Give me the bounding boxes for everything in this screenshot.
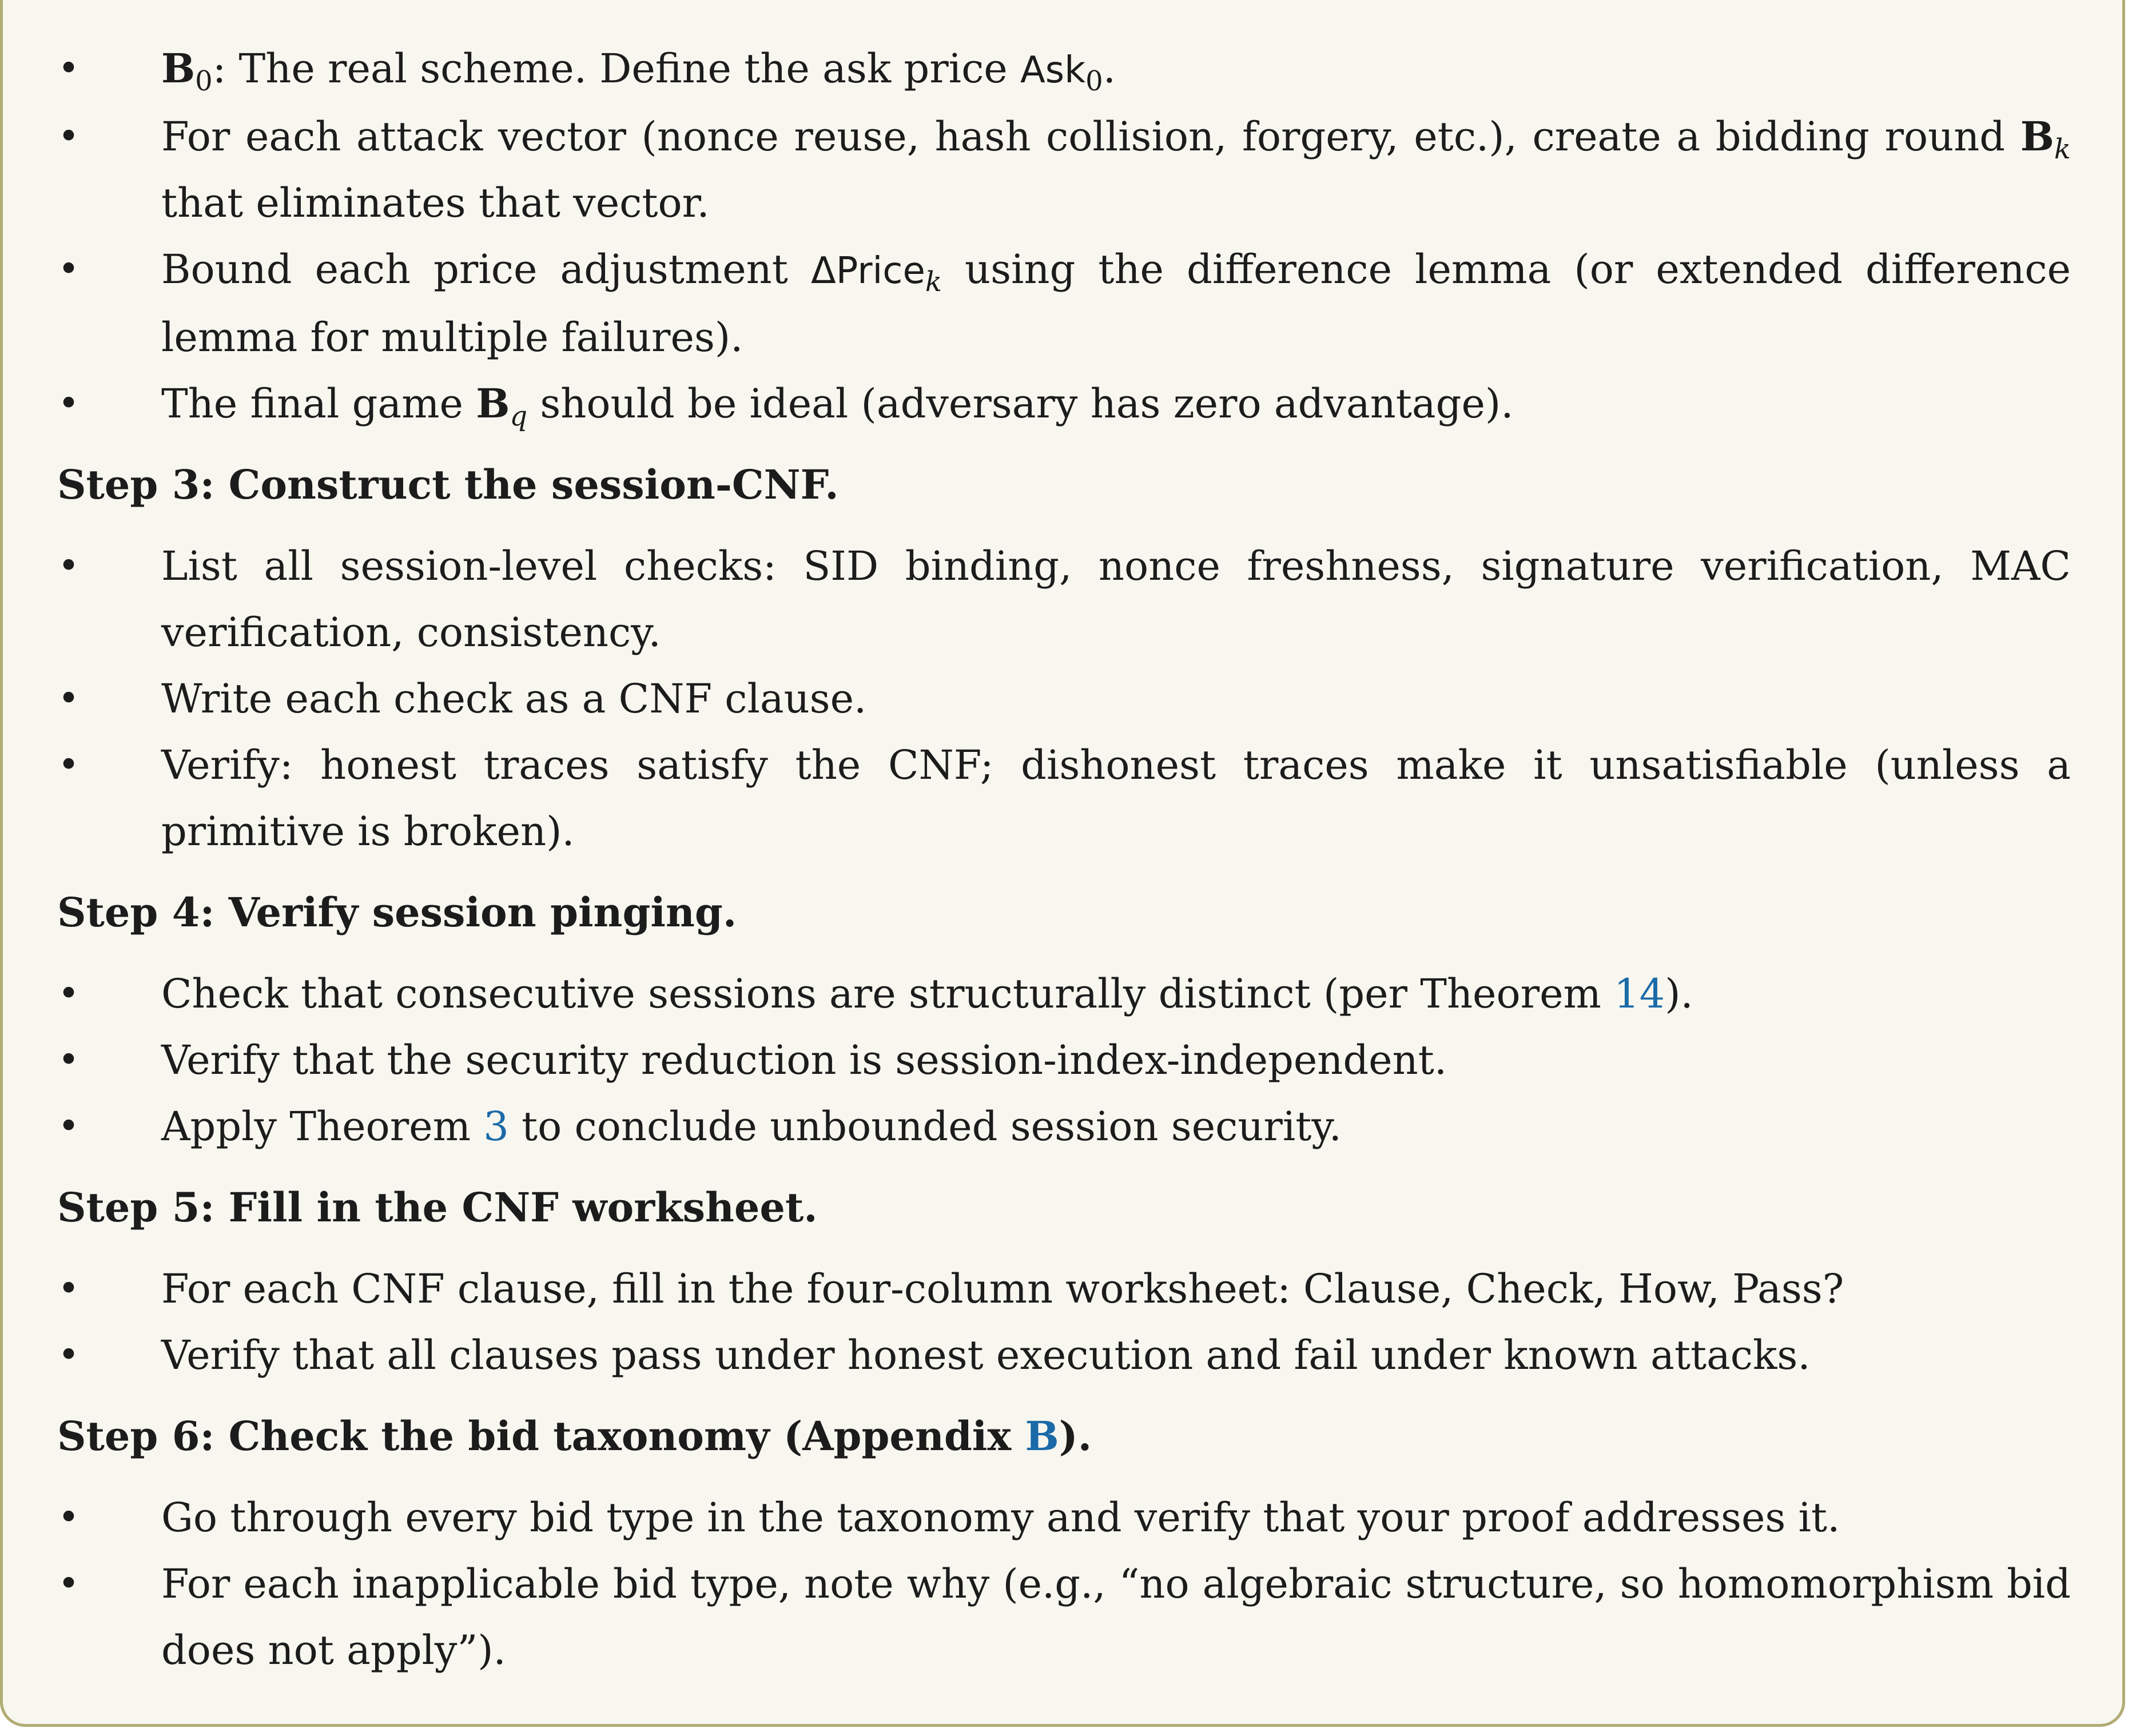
step3-bullet: [0, 732, 2125, 865]
bullet-text: For each attack vector (nonce reuse, hash collision, forgery, etc.), create a bidding round: [161, 113, 2020, 160]
step4-bullet: [0, 1093, 2125, 1160]
bullet-marker: •: [58, 1039, 79, 1081]
theorem-link[interactable]: 3: [483, 1103, 509, 1150]
bullet-marker: •: [58, 1268, 79, 1310]
bullet-text: For each inapplicable bid type, note why (e.g., “no algebraic structure, so homomorphism bid does not apply”).: [161, 1560, 2071, 1674]
bullet-text: For each CNF clause, fill in the four-column worksheet: Clause, Check, How, Pass?: [161, 1265, 1844, 1312]
step3-bullet: [0, 666, 2125, 732]
bullet-marker: •: [58, 116, 79, 158]
heading-text-end: ).: [1059, 1412, 1092, 1460]
step2-bullet-price-adjustment: [0, 236, 2125, 371]
step3-bullet: [0, 533, 2125, 666]
bullet-marker: •: [58, 47, 79, 90]
bullet-marker: •: [58, 678, 79, 720]
game-symbol: B: [161, 45, 196, 92]
step2-bullet-real-scheme: [0, 35, 2125, 103]
bullet-text-end: that eliminates that vector.: [161, 180, 710, 226]
bullet-text: The final game: [161, 380, 476, 427]
appendix-link[interactable]: B: [1025, 1412, 1059, 1460]
step6-heading: [0, 1403, 2125, 1470]
bullet-text: Go through every bid type in the taxonomy and verify that your proof addresses it.: [161, 1494, 1840, 1541]
step5-heading: Step 5: Fill in the CNF worksheet.: [57, 1184, 818, 1231]
step4-bullet: [0, 1027, 2125, 1093]
bullet-text: List all session-level checks: SID binding, nonce freshness, signature verification, MAC verification, consistency.: [161, 543, 2071, 656]
bullet-text-end: to conclude unbounded session security.: [508, 1103, 1342, 1150]
bullet-text-end: using the difference lemma (or extended difference lemma for multiple failures).: [161, 246, 2071, 361]
game-symbol: B: [476, 380, 510, 427]
step2-bullet-final-game: [0, 371, 2125, 437]
bullet-text-end: .: [1103, 45, 1116, 92]
game-subscript: q: [510, 400, 528, 432]
game-subscript: k: [2054, 133, 2071, 165]
step6-bullet: [0, 1551, 2125, 1683]
document-content: [0, 35, 2125, 1683]
bullet-marker: •: [58, 248, 79, 290]
bullet-marker: •: [58, 1563, 79, 1605]
bullet-text-end: should be ideal (adversary has zero advantage).: [527, 380, 1514, 427]
step6-bullet: [0, 1484, 2125, 1551]
step2-bullet-attack-vector: [0, 103, 2125, 236]
bullet-marker: •: [58, 1496, 79, 1539]
bullet-text: Check that consecutive sessions are structurally distinct (per Theorem: [161, 970, 1614, 1017]
delta-price-symbol: ΔPrice: [810, 250, 925, 292]
bullet-text-end: ).: [1665, 970, 1693, 1017]
delta-price-subscript: k: [925, 266, 942, 298]
bullet-marker: •: [58, 545, 79, 587]
bullet-text: Verify that all clauses pass under honest execution and fail under known attacks.: [161, 1332, 1811, 1379]
ask-symbol: Ask: [1020, 49, 1086, 91]
bullet-marker: •: [58, 1105, 79, 1148]
bullet-marker: •: [58, 973, 79, 1015]
ask-subscript: 0: [1085, 65, 1103, 97]
bullet-marker: •: [58, 744, 79, 786]
bullet-text: Bound each price adjustment: [161, 246, 811, 293]
bullet-text: Apply Theorem: [161, 1103, 484, 1150]
step5-bullet: [0, 1322, 2125, 1388]
step3-heading: Step 3: Construct the session-CNF.: [57, 461, 839, 508]
bullet-marker: •: [58, 1334, 79, 1376]
bullet-text: : The real scheme. Define the ask price: [212, 45, 1020, 92]
step4-bullet: [0, 961, 2125, 1027]
step4-heading: Step 4: Verify session pinging.: [57, 889, 737, 936]
game-symbol: B: [2020, 113, 2054, 160]
bullet-text: Write each check as a CNF clause.: [161, 675, 867, 722]
heading-text: Step 6: Check the bid taxonomy (Appendix: [57, 1412, 1025, 1460]
bullet-marker: •: [58, 383, 79, 425]
bullet-text: Verify that the security reduction is session-index-independent.: [161, 1037, 1447, 1084]
bullet-text: Verify: honest traces satisfy the CNF; dishonest traces make it unsatisfiable (unless a primitive is broken).: [161, 742, 2071, 855]
theorem-link[interactable]: 14: [1614, 970, 1665, 1017]
game-subscript: 0: [195, 65, 213, 97]
step5-bullet: [0, 1256, 2125, 1322]
